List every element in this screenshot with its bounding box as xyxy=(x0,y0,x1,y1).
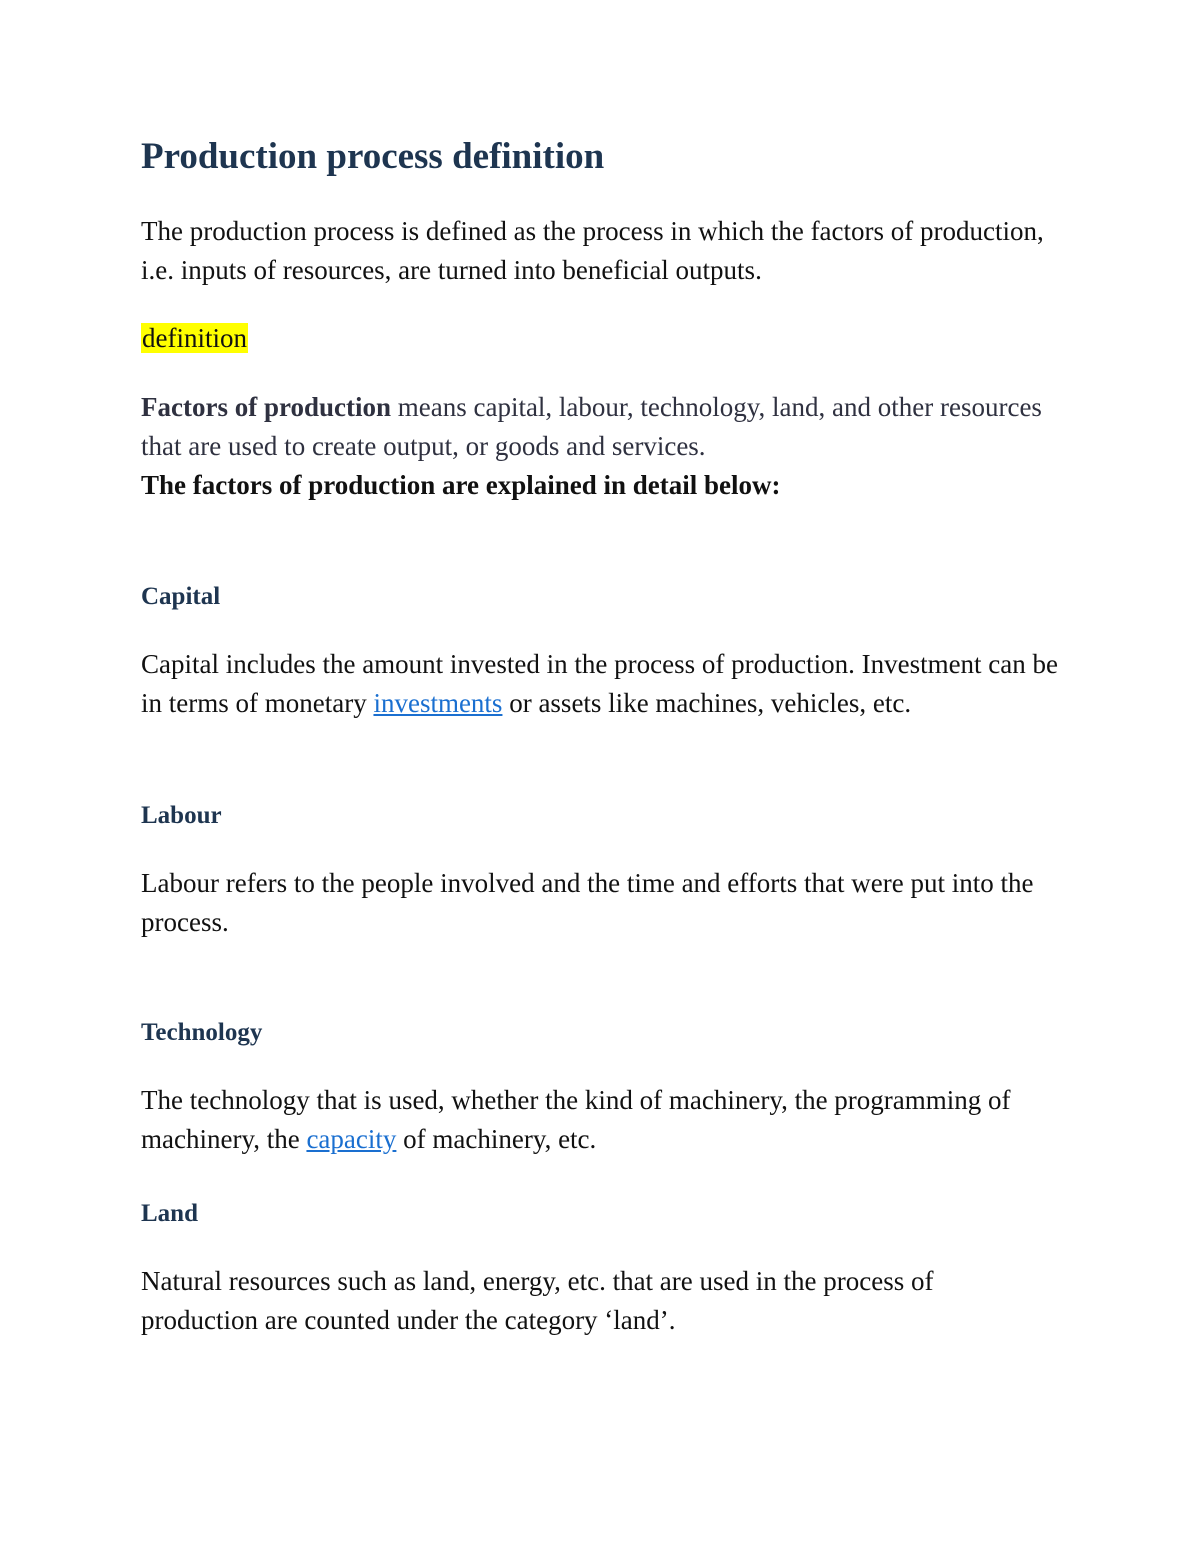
investments-link[interactable]: investments xyxy=(373,687,503,718)
page-title: Production process definition xyxy=(141,136,605,177)
technology-text-after: of machinery, etc. xyxy=(396,1123,597,1154)
factors-intro: The factors of production are explained in detail below: xyxy=(141,470,781,500)
technology-paragraph xyxy=(141,1081,1071,1158)
factors-definition-paragraph xyxy=(141,388,1071,465)
capacity-link[interactable]: capacity xyxy=(306,1123,397,1154)
technology-text-before: The technology that is used, whether the kind of machinery, the programming of machinery, the xyxy=(141,1085,1011,1154)
section-heading-land: Land xyxy=(141,1200,198,1227)
highlight-label-line xyxy=(141,319,1071,358)
section-heading-capital: Capital xyxy=(141,583,221,610)
factors-definition-text: means capital, labour, technology, land, and other resources that are used to create output, or goods and services. xyxy=(141,392,1042,461)
section-heading-labour: Labour xyxy=(141,802,222,829)
capital-text-after: or assets like machines, vehicles, etc. xyxy=(502,687,912,718)
capital-text-before: Capital includes the amount invested in the process of production. Investment can be in terms of monetary xyxy=(141,649,1059,718)
section-heading-technology: Technology xyxy=(141,1019,263,1046)
intro-paragraph: The production process is defined as the process in which the factors of production, i.e. inputs of resources, are turned into beneficial outputs. xyxy=(141,216,1044,285)
land-paragraph: Natural resources such as land, energy, etc. that are used in the process of production are counted under the category ‘land’. xyxy=(141,1266,934,1335)
highlighted-definition-label: definition xyxy=(142,323,247,353)
factors-term: Factors of production xyxy=(141,392,391,422)
capital-paragraph xyxy=(141,645,1071,722)
labour-paragraph: Labour refers to the people involved and the time and efforts that were put into the process. xyxy=(141,868,1034,937)
